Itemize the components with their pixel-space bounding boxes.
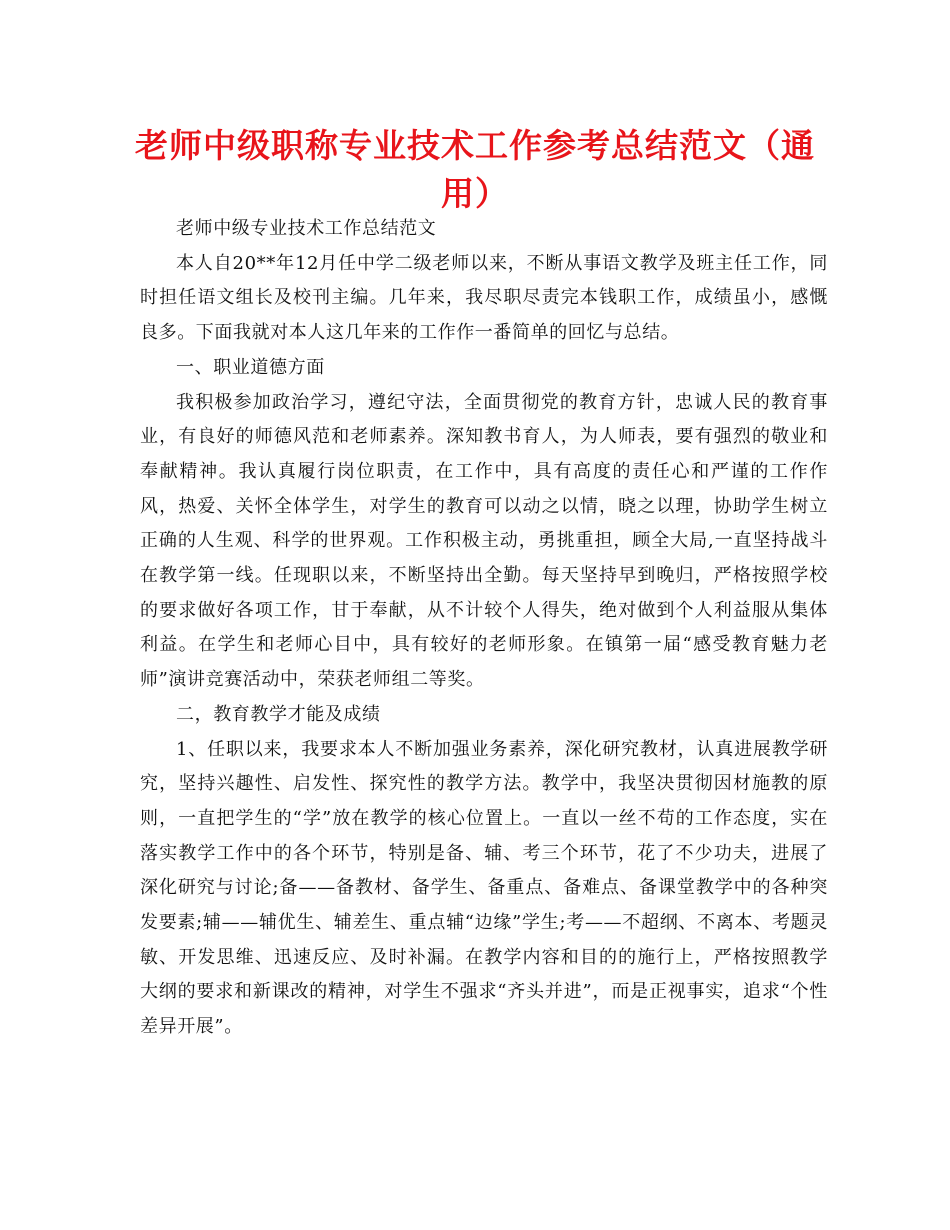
section-heading-teaching: 二，教育教学才能及成绩 bbox=[176, 703, 381, 725]
section-heading-ethics: 一、职业道德方面 bbox=[176, 356, 325, 378]
teaching-paragraph: 1、任职以来，我要求本人不断加强业务素养，深化研究教材，认真进展教学研究，坚持兴趣性、启发性、探究性的教学方法。教学中，我坚决贯彻因材施教的原则，一直把学生的“学”放在教学的核心位置上。一直以一丝不苟的工作态度，实在落实教学工作中的各个环节，特别是备、辅、考三个环节，花了不少功夫，进展了深化研究与讨论;备——备教材、备学生、备重点、备难点、备课堂教学中的各种突发要素;辅——辅优生、辅差生、重点辅“边缘”学生;考——不超纲、不离本、考题灵敏、开发思维、迅速反应、及时补漏。在教学内容和目的的施行上，严格按照教学大纲的要求和新课改的精神，对学生不强求“齐头并进”，而是正视事实，追求“个性差异开展”。 bbox=[140, 738, 828, 1038]
document-title: 老师中级职称专业技术工作参考总结范文（通用） bbox=[135, 126, 815, 213]
intro-paragraph: 本人自20**年12月任中学二级老师以来，不断从事语文教学及班主任工作，同时担任语文组长及校刊主编。几年来，我尽职尽责完本钱职工作，成绩虽小，感慨良多。下面我就对本人这几年来的工作作一番简单的回忆与总结。 bbox=[140, 252, 828, 344]
document-body bbox=[140, 212, 828, 1045]
subtitle-paragraph: 老师中级专业技术工作总结范文 bbox=[176, 218, 437, 239]
ethics-paragraph: 我积极参加政治学习，遵纪守法，全面贯彻党的教育方针，忠诚人民的教育事业，有良好的师德风范和老师素养。深知教书育人，为人师表，要有强烈的敬业和奉献精神。我认真履行岗位职责，在工作中，具有高度的责任心和严谨的工作作风，热爱、关怀全体学生，对学生的教育可以动之以情，晓之以理，协助学生树立正确的人生观、科学的世界观。工作积极主动，勇挑重担，顾全大局,一直坚持战斗在教学第一线。任现职以来，不断坚持出全勤。每天坚持早到晚归，严格按照学校的要求做好各项工作，甘于奉献，从不计较个人得失，绝对做到个人利益服从集体利益。在学生和老师心目中，具有较好的老师形象。在镇第一届“感受教育魅力老师”演讲竞赛活动中，荣获老师组二等奖。 bbox=[140, 391, 828, 691]
